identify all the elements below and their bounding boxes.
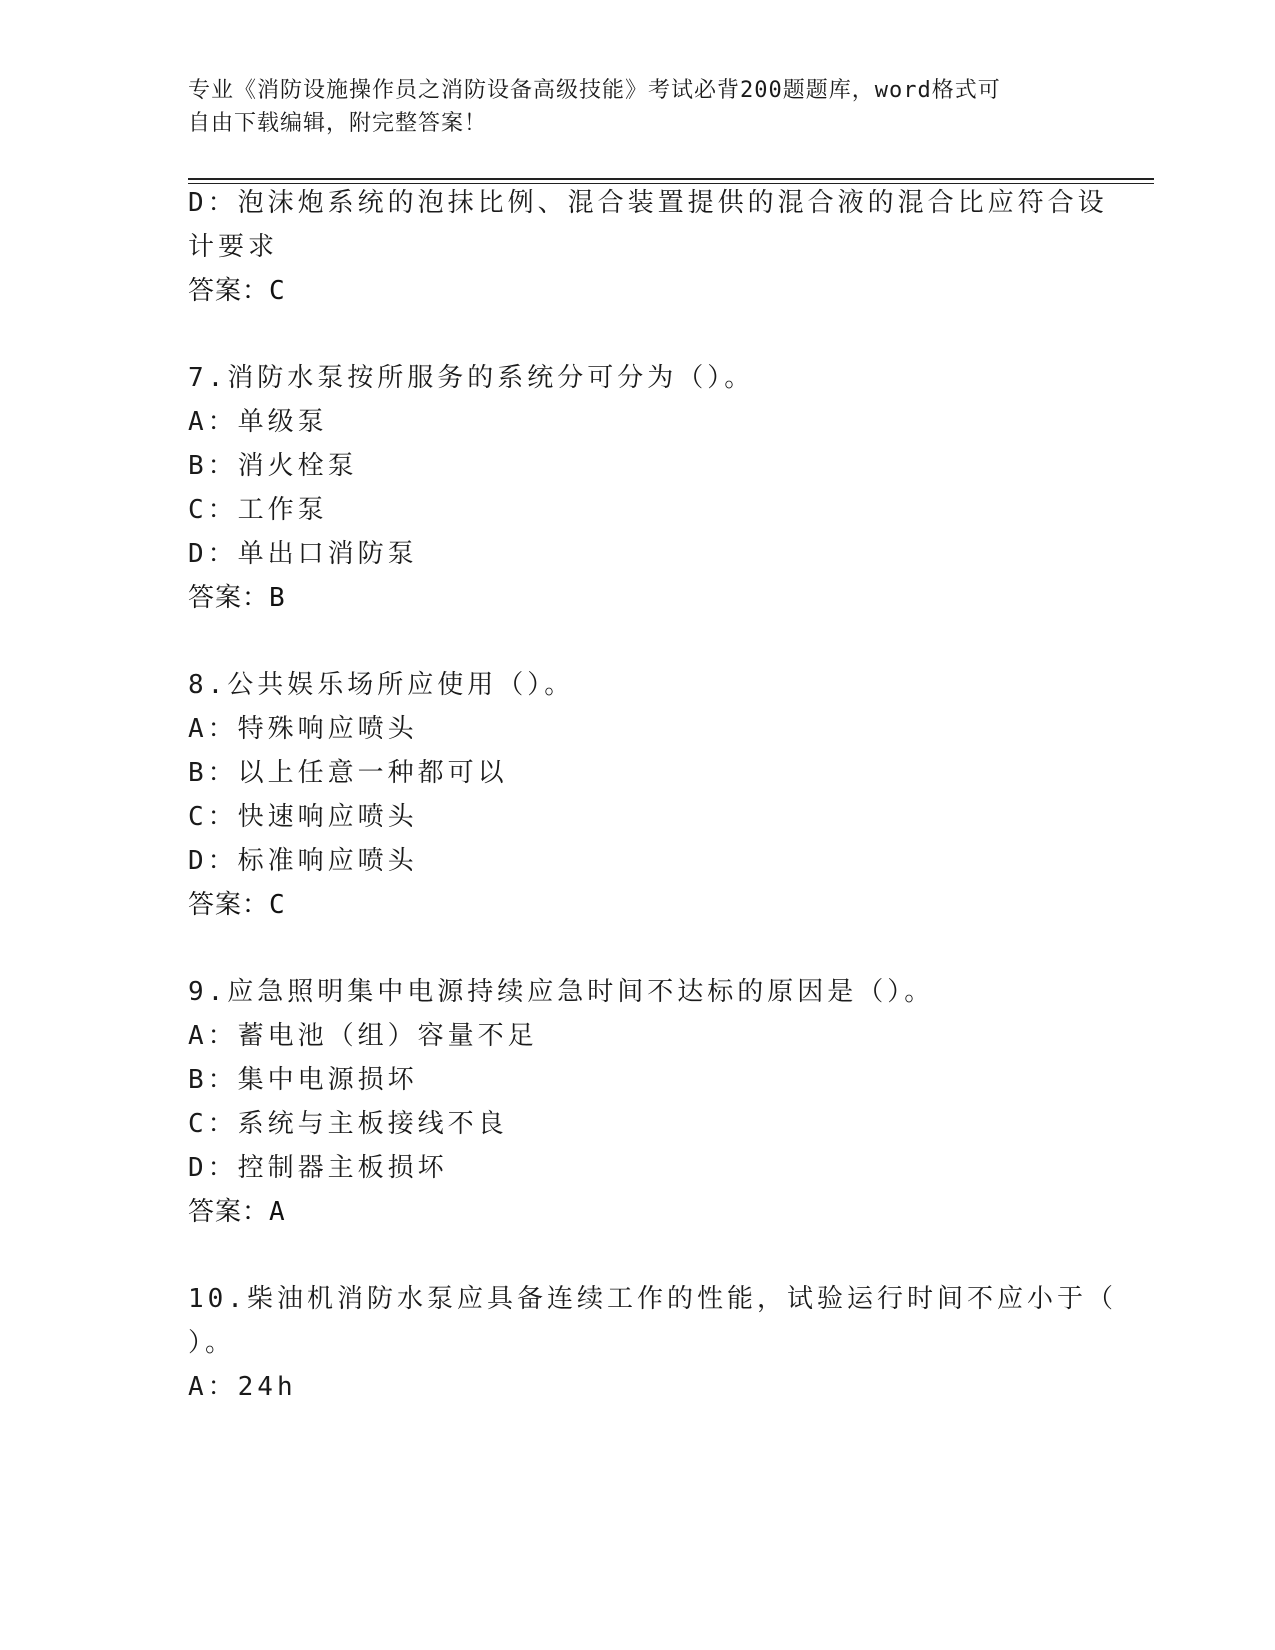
- answer-value: A: [269, 1197, 286, 1227]
- q6-option-d-line-2: 计要求: [188, 232, 279, 262]
- q9-answer: [188, 1197, 286, 1227]
- q7-option-d: D：单出口消防泵: [188, 539, 418, 569]
- q9-option-a: A：蓄电池（组）容量不足: [188, 1021, 538, 1051]
- answer-label: 答案：: [188, 276, 270, 306]
- q9-option-b: B：集中电源损坏: [188, 1065, 418, 1095]
- q7-stem: 7.消防水泵按所服务的系统分可分为（）。: [188, 363, 755, 393]
- q8-option-b: B：以上任意一种都可以: [188, 758, 508, 788]
- q7-option-c: C：工作泵: [188, 495, 328, 525]
- q6-option-d-line-1: D：泡沫炮系统的泡抹比例、混合装置提供的混合液的混合比应符合设: [188, 188, 1108, 218]
- q7-answer: [188, 583, 286, 613]
- q10-option-a: A：24h: [188, 1372, 297, 1402]
- q9-stem: 9.应急照明集中电源持续应急时间不达标的原因是（）。: [188, 977, 935, 1007]
- q10-stem-line-1: 10.柴油机消防水泵应具备连续工作的性能，试验运行时间不应小于（: [188, 1284, 1117, 1314]
- answer-value: B: [269, 583, 286, 613]
- q10-stem-line-2: ）。: [188, 1328, 236, 1358]
- header-line-1: 专业《消防设施操作员之消防设备高级技能》考试必背200题题库，word格式可: [188, 78, 1001, 103]
- header-line-2: 自由下载编辑，附完整答案！: [188, 111, 488, 136]
- q9-option-c: C：系统与主板接线不良: [188, 1109, 508, 1139]
- q7-option-a: A：单级泵: [188, 407, 328, 437]
- q8-option-d: D：标准响应喷头: [188, 846, 418, 876]
- answer-label: 答案：: [188, 890, 270, 920]
- header-divider-thin: [188, 183, 1154, 184]
- header-divider-thick: [188, 178, 1154, 180]
- q8-option-c: C：快速响应喷头: [188, 802, 418, 832]
- q8-answer: [188, 890, 286, 920]
- answer-label: 答案：: [188, 583, 270, 613]
- q9-option-d: D：控制器主板损坏: [188, 1153, 448, 1183]
- q7-option-b: B：消火栓泵: [188, 451, 358, 481]
- q8-option-a: A：特殊响应喷头: [188, 714, 418, 744]
- document-header: [188, 74, 1068, 140]
- q6-answer: [188, 276, 286, 306]
- answer-value: C: [269, 276, 286, 306]
- q8-stem: 8.公共娱乐场所应使用（）。: [188, 670, 575, 700]
- answer-value: C: [269, 890, 286, 920]
- answer-label: 答案：: [188, 1197, 270, 1227]
